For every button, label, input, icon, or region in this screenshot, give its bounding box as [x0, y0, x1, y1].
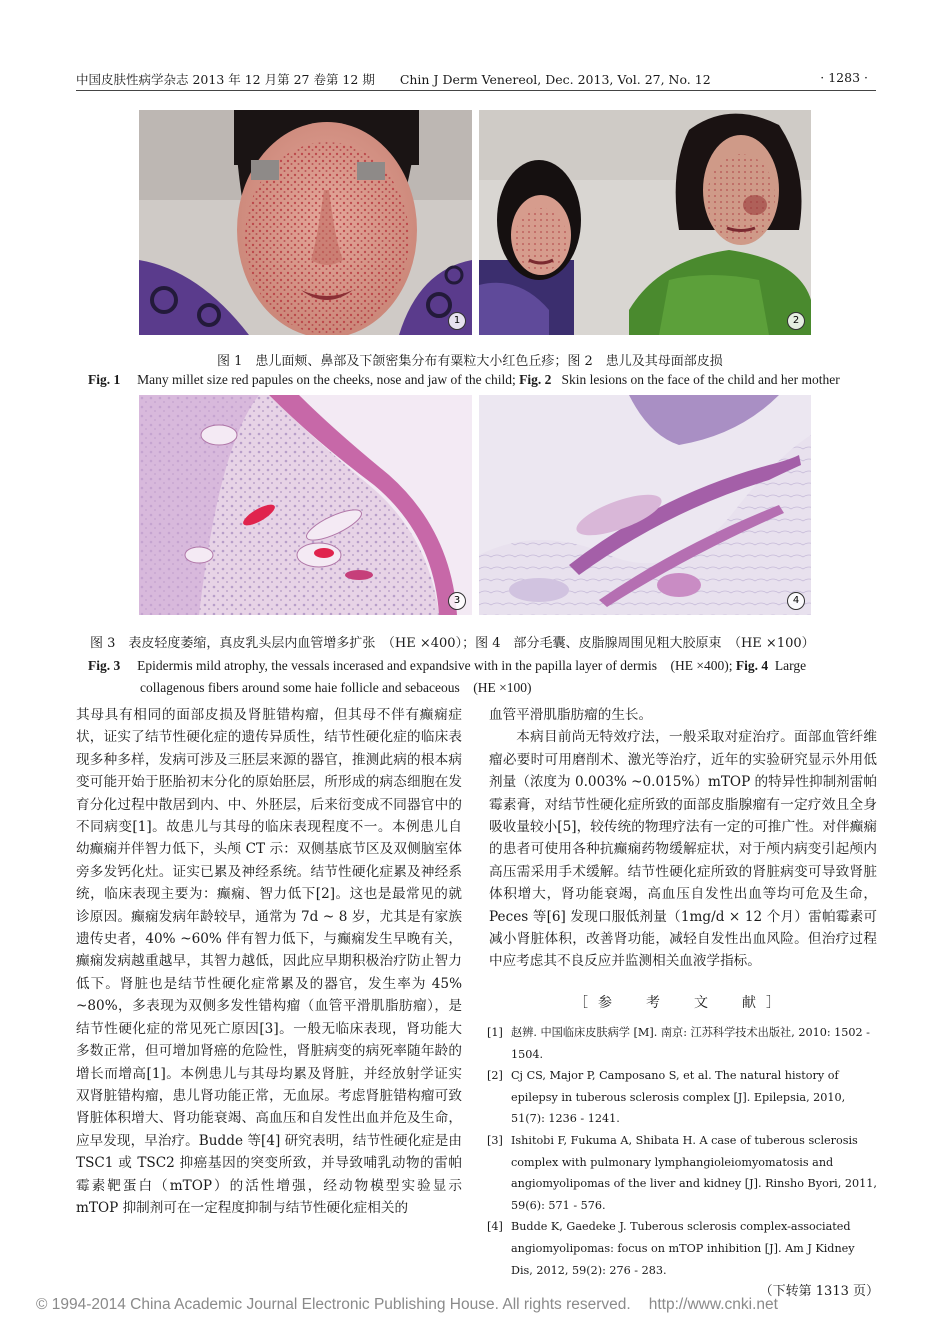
journal-info: 中国皮肤性病学杂志 2013 年 12 月第 27 卷第 12 期 Chin J Derm Venereol, Dec. 2013, Vol. 27, No. 12	[76, 72, 711, 87]
figure-2-number: 2	[787, 312, 805, 330]
reference-list	[487, 1022, 879, 1303]
footer	[36, 1296, 778, 1314]
fig3-label: Fig. 3	[88, 658, 121, 673]
reference-text: Cj CS, Major P, Camposano S, et al. The natural history of epilepsy in tuberous sclerosis complex [J]. Epilepsia, 2010, 51(7): 1236 - 1241.	[511, 1069, 846, 1126]
page-number: · 1283 ·	[820, 70, 868, 85]
body-paragraph-left: 其母具有相同的面部皮损及肾脏错构瘤，但其母不伴有癫痫症状，证实了结节性硬化症的遗传异质性，结节性硬化症的临床表现多种多样，发病可涉及三胚层来源的器官，推测此病的根本病变可能开始于胚胎初末分化的原始胚层，所形成的病态细胞在发育分化过程中散居到内、中、外胚层，后来衍变成不同器官中的不同病变[1]。故患儿与其母的临床表现程度不一。本例患儿自幼癫痫并伴智力低下，头颅 CT 示：双侧基底节区及双侧脑室体旁多发钙化灶。证实已累及神经系统。结节性硬化症累及神经系统，临床表现主要为：癫痫、智力低下[2]。这也是最常见的就诊原因。癫痫发病年龄较早，通常为 7d ~ 8 岁，尤其是有家族遗传史者，40% ~60% 伴有智力低下，与癫痫发生早晚有关，癫痫发病越重越早，其智力越低，因此应早期积极治疗防止智力低下。肾脏也是结节性硬化症常累及的器官，发生率为 45% ~80%，多表现为双侧多发性错构瘤（血管平滑肌脂肪瘤），是结节性硬化症的常见死亡原因[3]。一般无临床表现，肾功能大多数正常，但可增加肾癌的危险性，肾脏病变的病死率随年龄的增长而增高[1]。本例患儿与其母均累及肾脏，并经放射学证实双肾脏错构瘤，患儿肾功能正常，无血尿。考虑肾脏错构瘤可致肾脏体积增大、肾功能衰竭、高血压和自发性出血并危及生命，应早发现，早治疗。Budde 等[4] 研究表明，结节性硬化症是由 TSC1 或 TSC2 抑癌基因的突变所致，并导致哺乳动物的雷帕霉素靶蛋白（mTOP）的活性增强，经动物模型实验显示 mTOP 抑制剂可在一定程度抑制与结节性硬化症相关的	[76, 707, 462, 1216]
reference-item	[487, 1216, 879, 1281]
continued-note: （下转第 1313 页）	[759, 1284, 879, 1300]
figure-1-number: 1	[448, 312, 466, 330]
figure-3-histology	[139, 395, 472, 615]
reference-item	[487, 1130, 879, 1216]
caption-fig1-2-chinese: 图 1 患儿面颊、鼻部及下颌密集分布有粟粒大小红色丘疹；图 2 患儿及其母面部皮损	[217, 354, 723, 369]
body-paragraph-right-1: 血管平滑肌脂肪瘤的生长。	[489, 707, 653, 723]
caption-fig1-2-english	[88, 372, 840, 388]
reference-number: [4]	[487, 1220, 503, 1234]
caption-fig3-4-chinese: 图 3 表皮轻度萎缩，真皮乳头层内血管增多扩张 （HE ×400）；图 4 部分毛囊、皮脂腺周围见粗大胶原束 （HE ×100）	[90, 636, 815, 651]
reference-text: Budde K, Gaedeke J. Tuberous sclerosis complex-associated angiomyolipomas: focus on mTOP inhibition [J]. Am J Kidney Dis, 2012, 59(2): 276 - 283.	[511, 1220, 855, 1277]
caption-fig3-4-english	[88, 654, 806, 674]
caption-fig3-4-english-line2: collagenous fibers around some haie follicle and sebaceous (HE ×100)	[140, 680, 532, 695]
reference-item	[487, 1065, 879, 1130]
reference-text: Ishitobi F, Fukuma A, Shibata H. A case of tuberous sclerosis complex with pulmonary lymphangioleiomyomatosis and angiomyolipomas of the liver and kidney [J]. Rinsho Byori, 2011, 59(6): 571 - 576.	[511, 1133, 877, 1212]
reference-number: [2]	[487, 1069, 503, 1083]
figure-1-photo	[139, 110, 472, 335]
figure-4-histology	[479, 395, 811, 615]
cnki-link[interactable]: http://www.cnki.net	[648, 1296, 778, 1313]
reference-number: [1]	[487, 1026, 503, 1039]
fig1-text: Many millet size red papules on the cheeks, nose and jaw of the child;	[137, 372, 516, 387]
fig4-label: Fig. 4	[735, 658, 769, 673]
fig2-label: Fig. 2	[519, 372, 552, 387]
reference-text: 赵辨. 中国临床皮肤病学 [M]. 南京: 江苏科学技术出版社, 2010: 1502 - 1504.	[511, 1026, 870, 1061]
right-column-text	[489, 704, 877, 973]
copyright-notice: © 1994-2014 China Academic Journal Electronic Publishing House. All rights reserved.	[36, 1296, 631, 1313]
fig4-text: Large	[774, 658, 807, 673]
figure-2-photo	[479, 110, 811, 335]
left-column-text	[76, 704, 462, 1219]
fig2-text: Skin lesions on the face of the child and her mother	[561, 372, 840, 387]
fig3-text: Epidermis mild atrophy, the vessals incerased and expandsive with in the papilla layer of dermis (HE ×400);	[137, 658, 733, 673]
figure-4-number: 4	[787, 592, 805, 610]
reference-item	[487, 1022, 879, 1065]
figure-3-number: 3	[448, 592, 466, 610]
running-header	[76, 68, 876, 91]
body-paragraph-right-2: 本病目前尚无特效疗法，一般采取对症治疗。面部血管纤维瘤必要时可用磨削术、激光等治疗，近年的实验研究显示外用低剂量（浓度为 0.003% ~0.015%）mTOP 的特异性抑制剂雷帕霉素膏，对结节性硬化症所致的面部皮脂腺瘤有一定疗效且全身吸收量较小[5]，较传统的物理疗法有一定的可推广性。对伴癫痫的患者可使用各种抗癫痫药物缓解症状，对于颅内病变引起颅内高压需采用手术缓解。结节性硬化症所致的肾脏病变可导致肾脏体积增大，肾功能衰竭，高血压自发性出血等均可危及生命，Peces 等[6] 发现口服低剂量（1mg/d × 12 个月）雷帕霉素可减小肾脏体积，改善肾功能，减轻自发性出血风险。但治疗过程中应考虑其不良反应并监测相关血液学指标。	[489, 729, 877, 970]
fig1-label: Fig. 1	[88, 372, 121, 387]
references-heading: ［参 考 文 献］	[574, 995, 790, 1011]
reference-number: [3]	[487, 1133, 503, 1147]
